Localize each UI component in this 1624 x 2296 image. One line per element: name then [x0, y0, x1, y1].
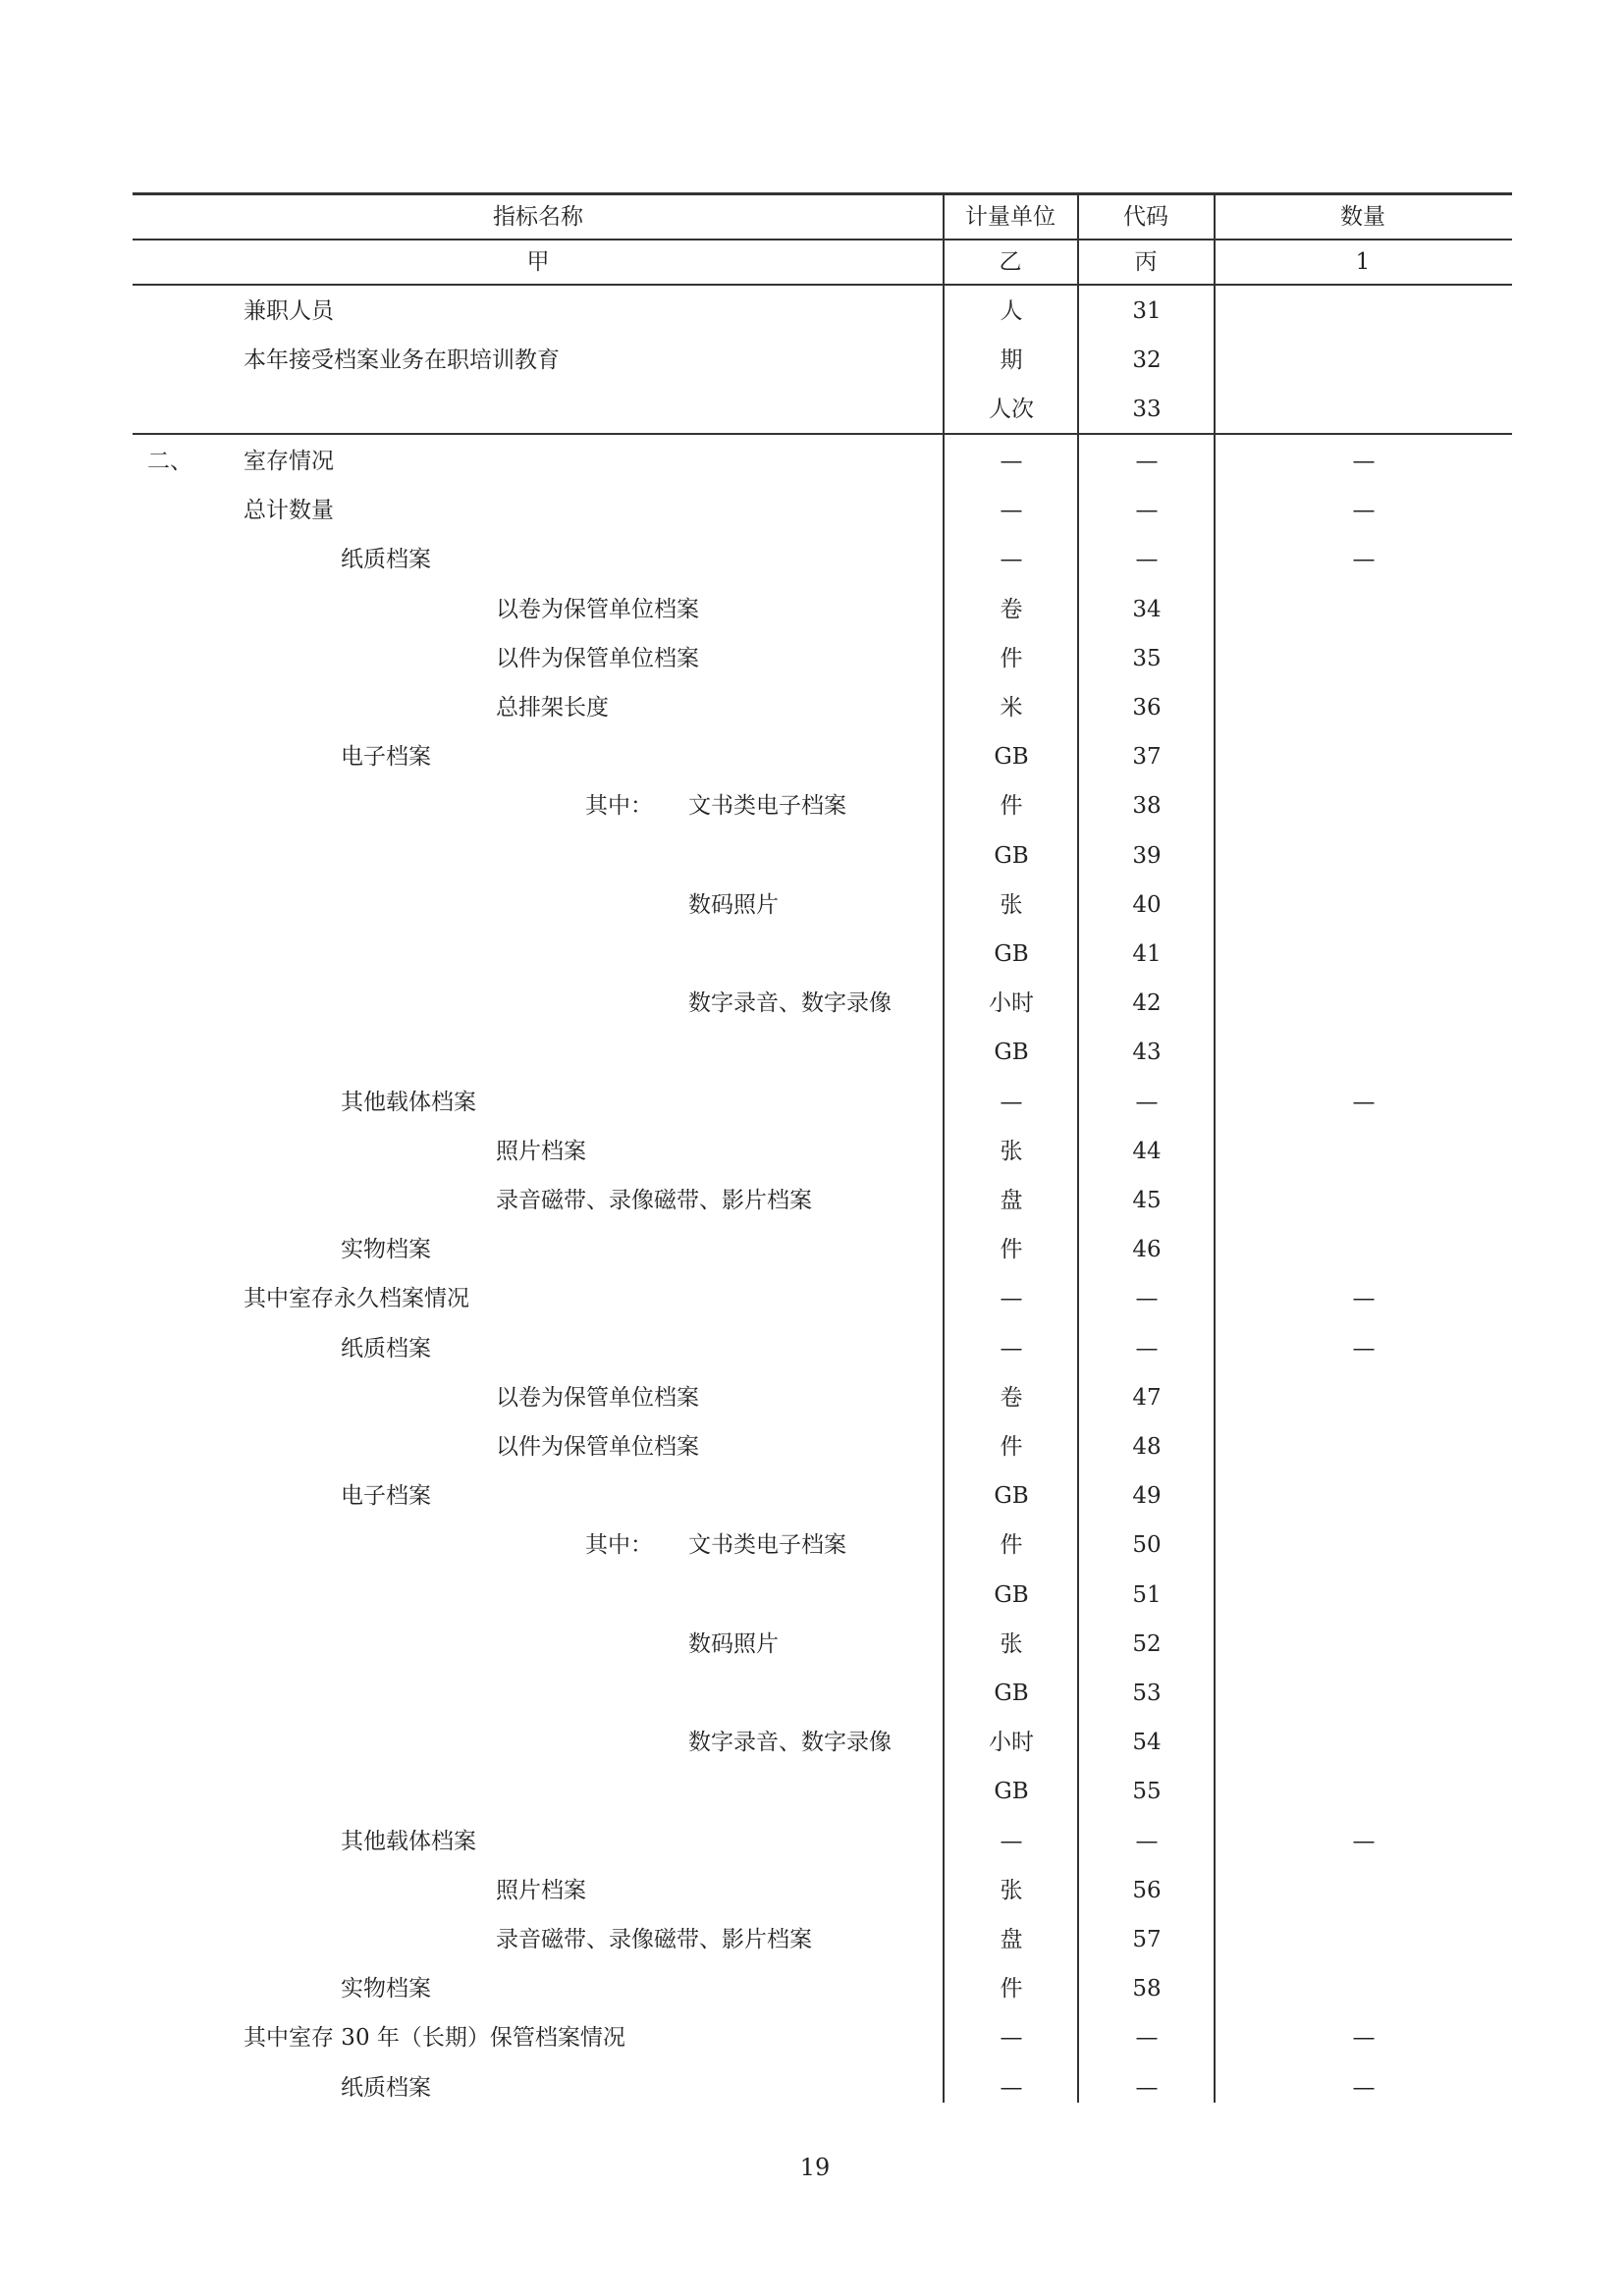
row-unit: 卷 [1000, 1385, 1023, 1411]
row-prefix: 其中： [585, 1532, 653, 1558]
subheader-qty: 1 [1355, 249, 1371, 275]
row-label: 以件为保管单位档案 [496, 1434, 699, 1460]
row-code: 43 [1132, 1040, 1162, 1065]
row-unit: 卷 [1000, 597, 1023, 622]
row-unit: 小时 [989, 990, 1034, 1016]
column-divider-unit [943, 193, 945, 2103]
row-qty: — [1352, 1336, 1376, 1362]
row-code: — [1135, 1336, 1159, 1362]
row-unit: 件 [1000, 1532, 1023, 1558]
row-label: 纸质档案 [341, 547, 431, 572]
row-code: 52 [1132, 1631, 1162, 1657]
row-unit: 人次 [989, 397, 1034, 422]
page-number: 19 [799, 2154, 831, 2181]
row-unit: — [1000, 2025, 1023, 2051]
row-code: — [1135, 2025, 1159, 2051]
row-unit: — [1000, 1286, 1023, 1311]
row-code: 35 [1132, 646, 1162, 671]
row-code: 45 [1132, 1188, 1162, 1213]
row-code: 39 [1132, 843, 1162, 869]
row-prefix: 二、 [147, 449, 192, 474]
row-code: 47 [1132, 1385, 1162, 1411]
row-unit: 盘 [1000, 1188, 1023, 1213]
row-label: 纸质档案 [341, 2075, 431, 2101]
row-label: 照片档案 [496, 1139, 586, 1164]
row-code: 56 [1132, 1878, 1162, 1903]
row-unit: 件 [1000, 646, 1023, 671]
row-prefix: 其中： [585, 793, 653, 819]
row-unit: 小时 [989, 1730, 1034, 1755]
row-unit: 张 [1000, 1878, 1023, 1903]
row-unit: 盘 [1000, 1927, 1023, 1952]
row-label: 数码照片 [688, 1631, 779, 1657]
row-unit: GB [994, 941, 1029, 967]
row-unit: — [1000, 547, 1023, 572]
row-unit: GB [994, 744, 1029, 770]
row-qty: — [1352, 2025, 1376, 2051]
row-label: 数字录音、数字录像 [688, 1730, 892, 1755]
row-unit: GB [994, 843, 1029, 869]
row-unit: GB [994, 1483, 1029, 1509]
row-unit: 人 [1000, 298, 1023, 324]
row-label: 其中室存永久档案情况 [244, 1286, 469, 1311]
row-code: 51 [1132, 1582, 1162, 1608]
row-label: 录音磁带、录像磁带、影片档案 [496, 1188, 812, 1213]
row-unit: 件 [1000, 793, 1023, 819]
row-label: 实物档案 [341, 1237, 431, 1262]
row-qty: — [1352, 547, 1376, 572]
row-code: 36 [1132, 695, 1162, 721]
row-label: 本年接受档案业务在职培训教育 [244, 347, 560, 373]
row-code: 42 [1132, 990, 1162, 1016]
row-code: — [1135, 1286, 1159, 1311]
row-code: — [1135, 1829, 1159, 1854]
subheader-rule [133, 284, 1512, 286]
header-code: 代码 [1123, 204, 1168, 230]
row-label: 总排架长度 [496, 695, 609, 721]
row-label: 其他载体档案 [341, 1090, 476, 1115]
section-rule [133, 433, 1512, 435]
row-qty: — [1352, 1090, 1376, 1115]
row-label: 总计数量 [244, 498, 334, 523]
row-unit: GB [994, 1040, 1029, 1065]
row-code: 37 [1132, 744, 1162, 770]
row-unit: — [1000, 449, 1023, 474]
row-code: 48 [1132, 1434, 1162, 1460]
row-unit: GB [994, 1779, 1029, 1804]
row-code: 32 [1132, 347, 1162, 373]
row-qty: — [1352, 498, 1376, 523]
row-code: 55 [1132, 1779, 1162, 1804]
row-unit: 张 [1000, 1139, 1023, 1164]
row-unit: 件 [1000, 1434, 1023, 1460]
row-code: 53 [1132, 1681, 1162, 1706]
row-label: 其他载体档案 [341, 1829, 476, 1854]
row-qty: — [1352, 1829, 1376, 1854]
row-unit: — [1000, 498, 1023, 523]
row-label: 以件为保管单位档案 [496, 646, 699, 671]
row-code: 40 [1132, 892, 1162, 918]
row-code: 57 [1132, 1927, 1162, 1952]
row-unit: 张 [1000, 892, 1023, 918]
row-code: — [1135, 2075, 1159, 2101]
row-code: 46 [1132, 1237, 1162, 1262]
row-label: 以卷为保管单位档案 [496, 597, 699, 622]
row-unit: — [1000, 1829, 1023, 1854]
row-unit: GB [994, 1681, 1029, 1706]
row-label: 纸质档案 [341, 1336, 431, 1362]
row-label: 照片档案 [496, 1878, 586, 1903]
row-unit: 期 [1000, 347, 1023, 373]
row-code: 58 [1132, 1976, 1162, 2002]
row-unit: GB [994, 1582, 1029, 1608]
row-label: 室存情况 [244, 449, 334, 474]
row-label: 数字录音、数字录像 [688, 990, 892, 1016]
row-code: — [1135, 498, 1159, 523]
row-code: 44 [1132, 1139, 1162, 1164]
row-label: 数码照片 [688, 892, 779, 918]
row-code: 50 [1132, 1532, 1162, 1558]
column-divider-qty [1214, 193, 1216, 2103]
row-code: — [1135, 449, 1159, 474]
row-unit: 件 [1000, 1976, 1023, 2002]
row-unit: 件 [1000, 1237, 1023, 1262]
subheader-code: 丙 [1134, 249, 1158, 275]
row-label: 电子档案 [341, 1483, 431, 1509]
row-label: 文书类电子档案 [688, 793, 846, 819]
header-unit: 计量单位 [965, 204, 1056, 230]
row-label: 实物档案 [341, 1976, 431, 2002]
table-top-rule [133, 192, 1512, 195]
row-qty: — [1352, 2075, 1376, 2101]
row-unit: — [1000, 2075, 1023, 2101]
row-label: 文书类电子档案 [688, 1532, 846, 1558]
row-unit: — [1000, 1336, 1023, 1362]
row-label: 其中室存 30 年（长期）保管档案情况 [244, 2025, 625, 2051]
row-label: 以卷为保管单位档案 [496, 1385, 699, 1411]
row-code: 49 [1132, 1483, 1162, 1509]
row-label: 录音磁带、录像磁带、影片档案 [496, 1927, 812, 1952]
row-code: 33 [1132, 397, 1162, 422]
row-unit: 米 [1000, 695, 1023, 721]
row-code: 31 [1132, 298, 1162, 324]
subheader-name: 甲 [526, 249, 550, 275]
row-label: 兼职人员 [244, 298, 334, 324]
row-qty: — [1352, 449, 1376, 474]
row-code: 34 [1132, 597, 1162, 622]
row-qty: — [1352, 1286, 1376, 1311]
row-code: 54 [1132, 1730, 1162, 1755]
row-code: 38 [1132, 793, 1162, 819]
header-qty: 数量 [1340, 204, 1385, 230]
subheader-unit: 乙 [999, 249, 1022, 275]
header-rule [133, 239, 1512, 240]
row-code: 41 [1132, 941, 1162, 967]
row-unit: — [1000, 1090, 1023, 1115]
row-unit: 张 [1000, 1631, 1023, 1657]
header-name: 指标名称 [493, 204, 583, 230]
column-divider-code [1077, 193, 1079, 2103]
row-code: — [1135, 547, 1159, 572]
row-label: 电子档案 [341, 744, 431, 770]
row-code: — [1135, 1090, 1159, 1115]
